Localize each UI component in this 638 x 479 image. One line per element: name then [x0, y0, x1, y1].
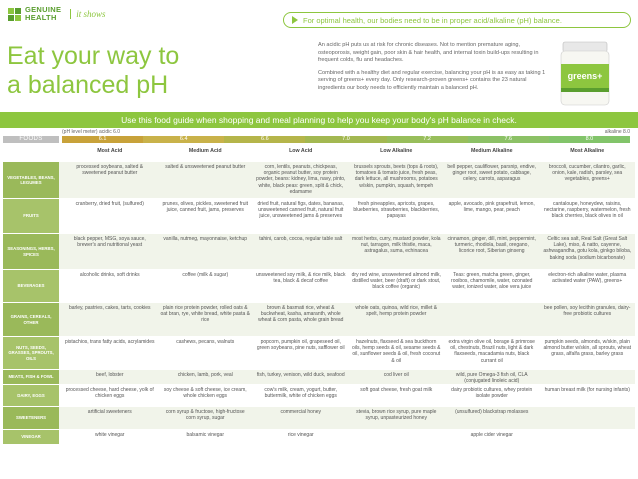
- row-category: BEVERAGES: [3, 270, 59, 302]
- table-row: [3, 385, 635, 406]
- table-cell: fresh pineapples, apricots, grapes, blueberries, strawberries, blackberries, papayas: [353, 201, 440, 220]
- row-category: VEGETABLES, BEANS, LEGUMES: [3, 162, 59, 198]
- ph-scale-segment: 6.4: [143, 136, 224, 143]
- product-jar-image: [555, 40, 615, 108]
- table-cell: Teas: green, matcha green, ginger, rooibos, chamomile, water, ozonated water, ionized water, aloe vera juice: [451, 272, 533, 291]
- table-cell: dairy probiotic cultures, whey protein isolate powder: [451, 387, 533, 400]
- ph-scale-segment: 7.2: [387, 136, 468, 143]
- table-row: [3, 162, 635, 198]
- table-cell: soft goat cheese, fresh goat milk: [360, 387, 433, 393]
- table-cell: vanilla, nutmeg, mayonnaise, ketchup: [163, 236, 248, 242]
- table-cell: cashews, pecans, walnuts: [176, 339, 235, 345]
- table-cell: unsweetened soy milk, & rice milk, black tea, black & decaf coffee: [256, 272, 346, 285]
- table-cell: [349, 430, 445, 444]
- table-cell: brussels sprouts, beets (tops & roots), tomatoes & tomato juice, fresh peas, dark lettuce, all mushrooms, potatoes w/skin, pumpkin, squash, tempeh: [354, 164, 439, 189]
- row-category: NUTS, SEEDS, GRASSES, SPROUTS, OILS: [3, 337, 59, 369]
- table-cell: prunes, olives, pickles, sweetened fruit juice, canned fruit, jams, preserves: [162, 201, 249, 214]
- table-cell: extra virgin olive oil, borage & primrose oil, chestnuts, Brazil nuts, light & dark flaxseeds, macadamia nuts, black currant oil: [448, 339, 535, 364]
- table-cell: most herbs, curry, mustard powder, kola nut, tarragon, milk thistle, maca, astragalus, suma, echinacea: [351, 236, 441, 255]
- table-cell: [540, 430, 636, 444]
- table-cell: apple, avocado, pink grapefruit, lemon, lime, mango, pear, peach: [448, 201, 535, 214]
- table-cell: bell pepper, cauliflower, parsnip, endive, ginger root, sweet potato, cabbage, celery, carrots, asparagus: [447, 164, 537, 183]
- page-title: Eat your way to a balanced pH: [7, 42, 180, 99]
- top-message: For optimal health, our bodies need to be in proper acid/alkaline (pH) balance.: [303, 15, 562, 25]
- svg-text:greens+: greens+: [567, 71, 603, 81]
- brand-tagline: it shows: [70, 9, 105, 19]
- brand-logo: [8, 6, 106, 22]
- table-cell: soy cheese & soft cheese, ice cream, whole chicken eggs: [163, 387, 247, 400]
- table-cell: [444, 303, 540, 336]
- brand-name: GENUINE HEALTH: [25, 5, 62, 22]
- table-cell: Celtic sea salt, Real Salt (Great Salt Lake), miso, & natto, cayenne, ashwagandha, gotu kola, ginkgo biloba, baking soda (sodium bicarbonate): [543, 236, 632, 261]
- table-cell: cranberry, dried fruit, (sulfured): [75, 201, 144, 207]
- ph-scale-segment: 6.1: [62, 136, 143, 143]
- ph-acidic-label: (pH level meter) acidic 6.0: [62, 129, 121, 135]
- table-cell: whole oats, quinoa, wild rice, millet & spelt, hemp protein powder: [355, 305, 438, 318]
- table-cell: corn, lentils, peanuts, chickpeas, organic peanut butter, soy protein powder, beans: kidney, lima, navy, pinto, white, black peas: green, split & chick, edamame: [256, 164, 346, 195]
- row-category: SWEETENERS: [3, 407, 59, 429]
- table-cell: processed soybeans, salted & sweetened peanut butter: [76, 164, 144, 177]
- table-cell: cod liver oil: [383, 372, 409, 378]
- table-cell: stevia, brown rice syrup, pure maple syrup, unpasteurized honey: [356, 409, 437, 422]
- table-row: [3, 199, 635, 233]
- table-cell: pistachios, trans fatty acids, acrylamides: [65, 339, 155, 345]
- ph-scale-segment: 6.6: [224, 136, 305, 143]
- table-cell: (unsulfured) blackstrap molasses: [455, 409, 529, 415]
- table-cell: corn syrup & fructose, high-fructose corn syrup, sugar: [165, 409, 245, 422]
- table-cell: pumpkin seeds, almonds, w/skin, plain almond butter w/skin, all sprouts, wheat grass, alfalfa grass, barley grass: [543, 339, 632, 358]
- table-row: [3, 337, 635, 369]
- ph-scale-segment: 8.0: [549, 136, 630, 143]
- arrow-icon: [292, 16, 298, 24]
- table-cell: broccoli, cucumber, cilantro, garlic, onion, kale, radish, parsley, sea vegetables, greens+: [548, 164, 626, 183]
- row-category: DAIRY, EGGS: [3, 385, 59, 406]
- table-cell: hazelnuts, flaxseed & sea buckthorn oils, hemp seeds & oil, sesame seeds & oil, sunflower seeds & oil, fresh coconut & oil: [352, 339, 441, 364]
- table-cell: processed cheese, hard cheese, yolk of chicken eggs: [65, 387, 154, 400]
- table-cell: rice vinegar: [287, 432, 314, 438]
- table-cell: dry red wine, unsweetened almond milk, distilled water, beer (draft) or dark stout, black coffee (organic): [351, 272, 441, 291]
- intro-paragraph-2: Combined with a healthy diet and regular exercise, balancing your pH is as easy as taking 1 serving of greens+ every day. Only research-proven greens+ contains the 23 natural ingredients our body needs to efficiently maintain a balanced pH.: [318, 69, 546, 91]
- table-cell: white vinegar: [95, 432, 125, 438]
- row-category: GRAINS, CEREALS, OTHER: [3, 303, 59, 336]
- table-cell: chicken, lamb, pork, veal: [177, 372, 233, 378]
- ph-scale-segment: 7.0: [305, 136, 386, 143]
- table-row: [3, 234, 635, 269]
- table-cell: alcoholic drinks, soft drinks: [79, 272, 140, 278]
- table-cell: artificial sweeteners: [87, 409, 132, 415]
- table-row: [3, 303, 635, 336]
- row-category: MEATS, FISH & FOWL: [3, 370, 59, 384]
- table-row: [3, 370, 635, 384]
- table-cell: beef, lobster: [95, 372, 124, 378]
- foods-header: FOODS: [3, 136, 59, 143]
- table-cell: coffee (milk & sugar): [182, 272, 229, 278]
- table-cell: popcorn, pumpkin oil, grapeseed oil, green soybeans, pine nuts, safflower oil: [256, 339, 345, 352]
- ph-scale-segment: 7.6: [468, 136, 549, 143]
- intro-text: [318, 42, 546, 93]
- table-row: [3, 430, 635, 444]
- logo-mark-icon: [8, 8, 21, 21]
- table-cell: tahini, carob, cocoa, regular table salt: [259, 236, 343, 242]
- table-cell: cantaloupe, honeydew, raisins, nectarine, raspberry, watermelon, fresh black cherries, black olives in oil: [543, 201, 631, 220]
- table-cell: wild, pure Omega-3 fish oil, CLA (conjugated linoleic acid): [455, 372, 528, 385]
- row-category: VINEGAR: [3, 430, 59, 444]
- table-cell: commercial honey: [280, 409, 322, 415]
- table-cell: human breast milk (for nursing infants): [544, 387, 630, 393]
- table-cell: [540, 407, 636, 429]
- table-cell: cow's milk, cream, yogurt, butter, buttermilk, white of chicken eggs: [264, 387, 338, 400]
- table-cell: electron-rich alkaline water, plasma activated water (PAW), greens+: [548, 272, 627, 285]
- top-message-bar: [283, 12, 631, 28]
- table-cell: barley, pastries, cakes, tarts, cookies: [68, 305, 151, 311]
- table-row: [3, 407, 635, 429]
- column-header: Low Alkaline: [380, 148, 413, 154]
- table-cell: bee pollen, soy lecithin granules, dairy-free probiotic cultures: [544, 305, 631, 318]
- column-header: Low Acid: [289, 148, 313, 154]
- column-header: Medium Alkaline: [470, 148, 513, 154]
- table-cell: apple cider vinegar: [470, 432, 513, 438]
- table-cell: black pepper, MSG, soya sauce, brewer's and nutritional yeast: [73, 236, 146, 249]
- column-header: Most Acid: [97, 148, 123, 154]
- guide-banner: Use this food guide when shopping and meal planning to help you keep your body's pH balance in check.: [0, 112, 638, 128]
- row-category: FRUITS: [3, 199, 59, 233]
- table-cell: balsamic vinegar: [186, 432, 225, 438]
- ph-scale-bar: [62, 136, 630, 143]
- table-cell: cinnamon, ginger, dill, mint, peppermint, turmeric, rhodiola, basil, oregano, licorice root, Siberian ginseng: [447, 236, 536, 255]
- column-header: Medium Acid: [188, 148, 222, 154]
- ph-alkaline-label: alkaline 8.0: [604, 129, 630, 135]
- table-cell: brown & basmati rice, wheat & buckwheat, kasha, amaranth, whole wheat & corn pasta, whole grain bread: [258, 305, 344, 324]
- table-cell: [540, 370, 636, 384]
- ph-scale-labels: [62, 128, 630, 136]
- row-category: [3, 146, 59, 161]
- table-cell: salted & unsweetened peanut butter: [165, 164, 246, 170]
- table-header-row: [3, 146, 635, 161]
- table-cell: plain rice protein powder, rolled oats & oat bran, rye, white bread, white pasta & rice: [160, 305, 250, 324]
- intro-paragraph-1: An acidic pH puts us at risk for chronic diseases. Not to mention premature aging, osteoporosis, weight gain, poor skin & hair health, and internal toxin build-ups resulting in frequent colds, flu and headaches.: [318, 42, 539, 64]
- table-row: [3, 270, 635, 302]
- row-category: SEASONINGS, HERBS, SPICES: [3, 234, 59, 269]
- table-cell: fish, turkey, venison, wild duck, seafood: [256, 372, 345, 378]
- table-cell: dried fruit, natural figs, dates, bananas, unsweetened canned fruit, natural fruit juice, unsweetened jams & preserves: [257, 201, 344, 220]
- column-header: Most Alkaline: [570, 148, 605, 154]
